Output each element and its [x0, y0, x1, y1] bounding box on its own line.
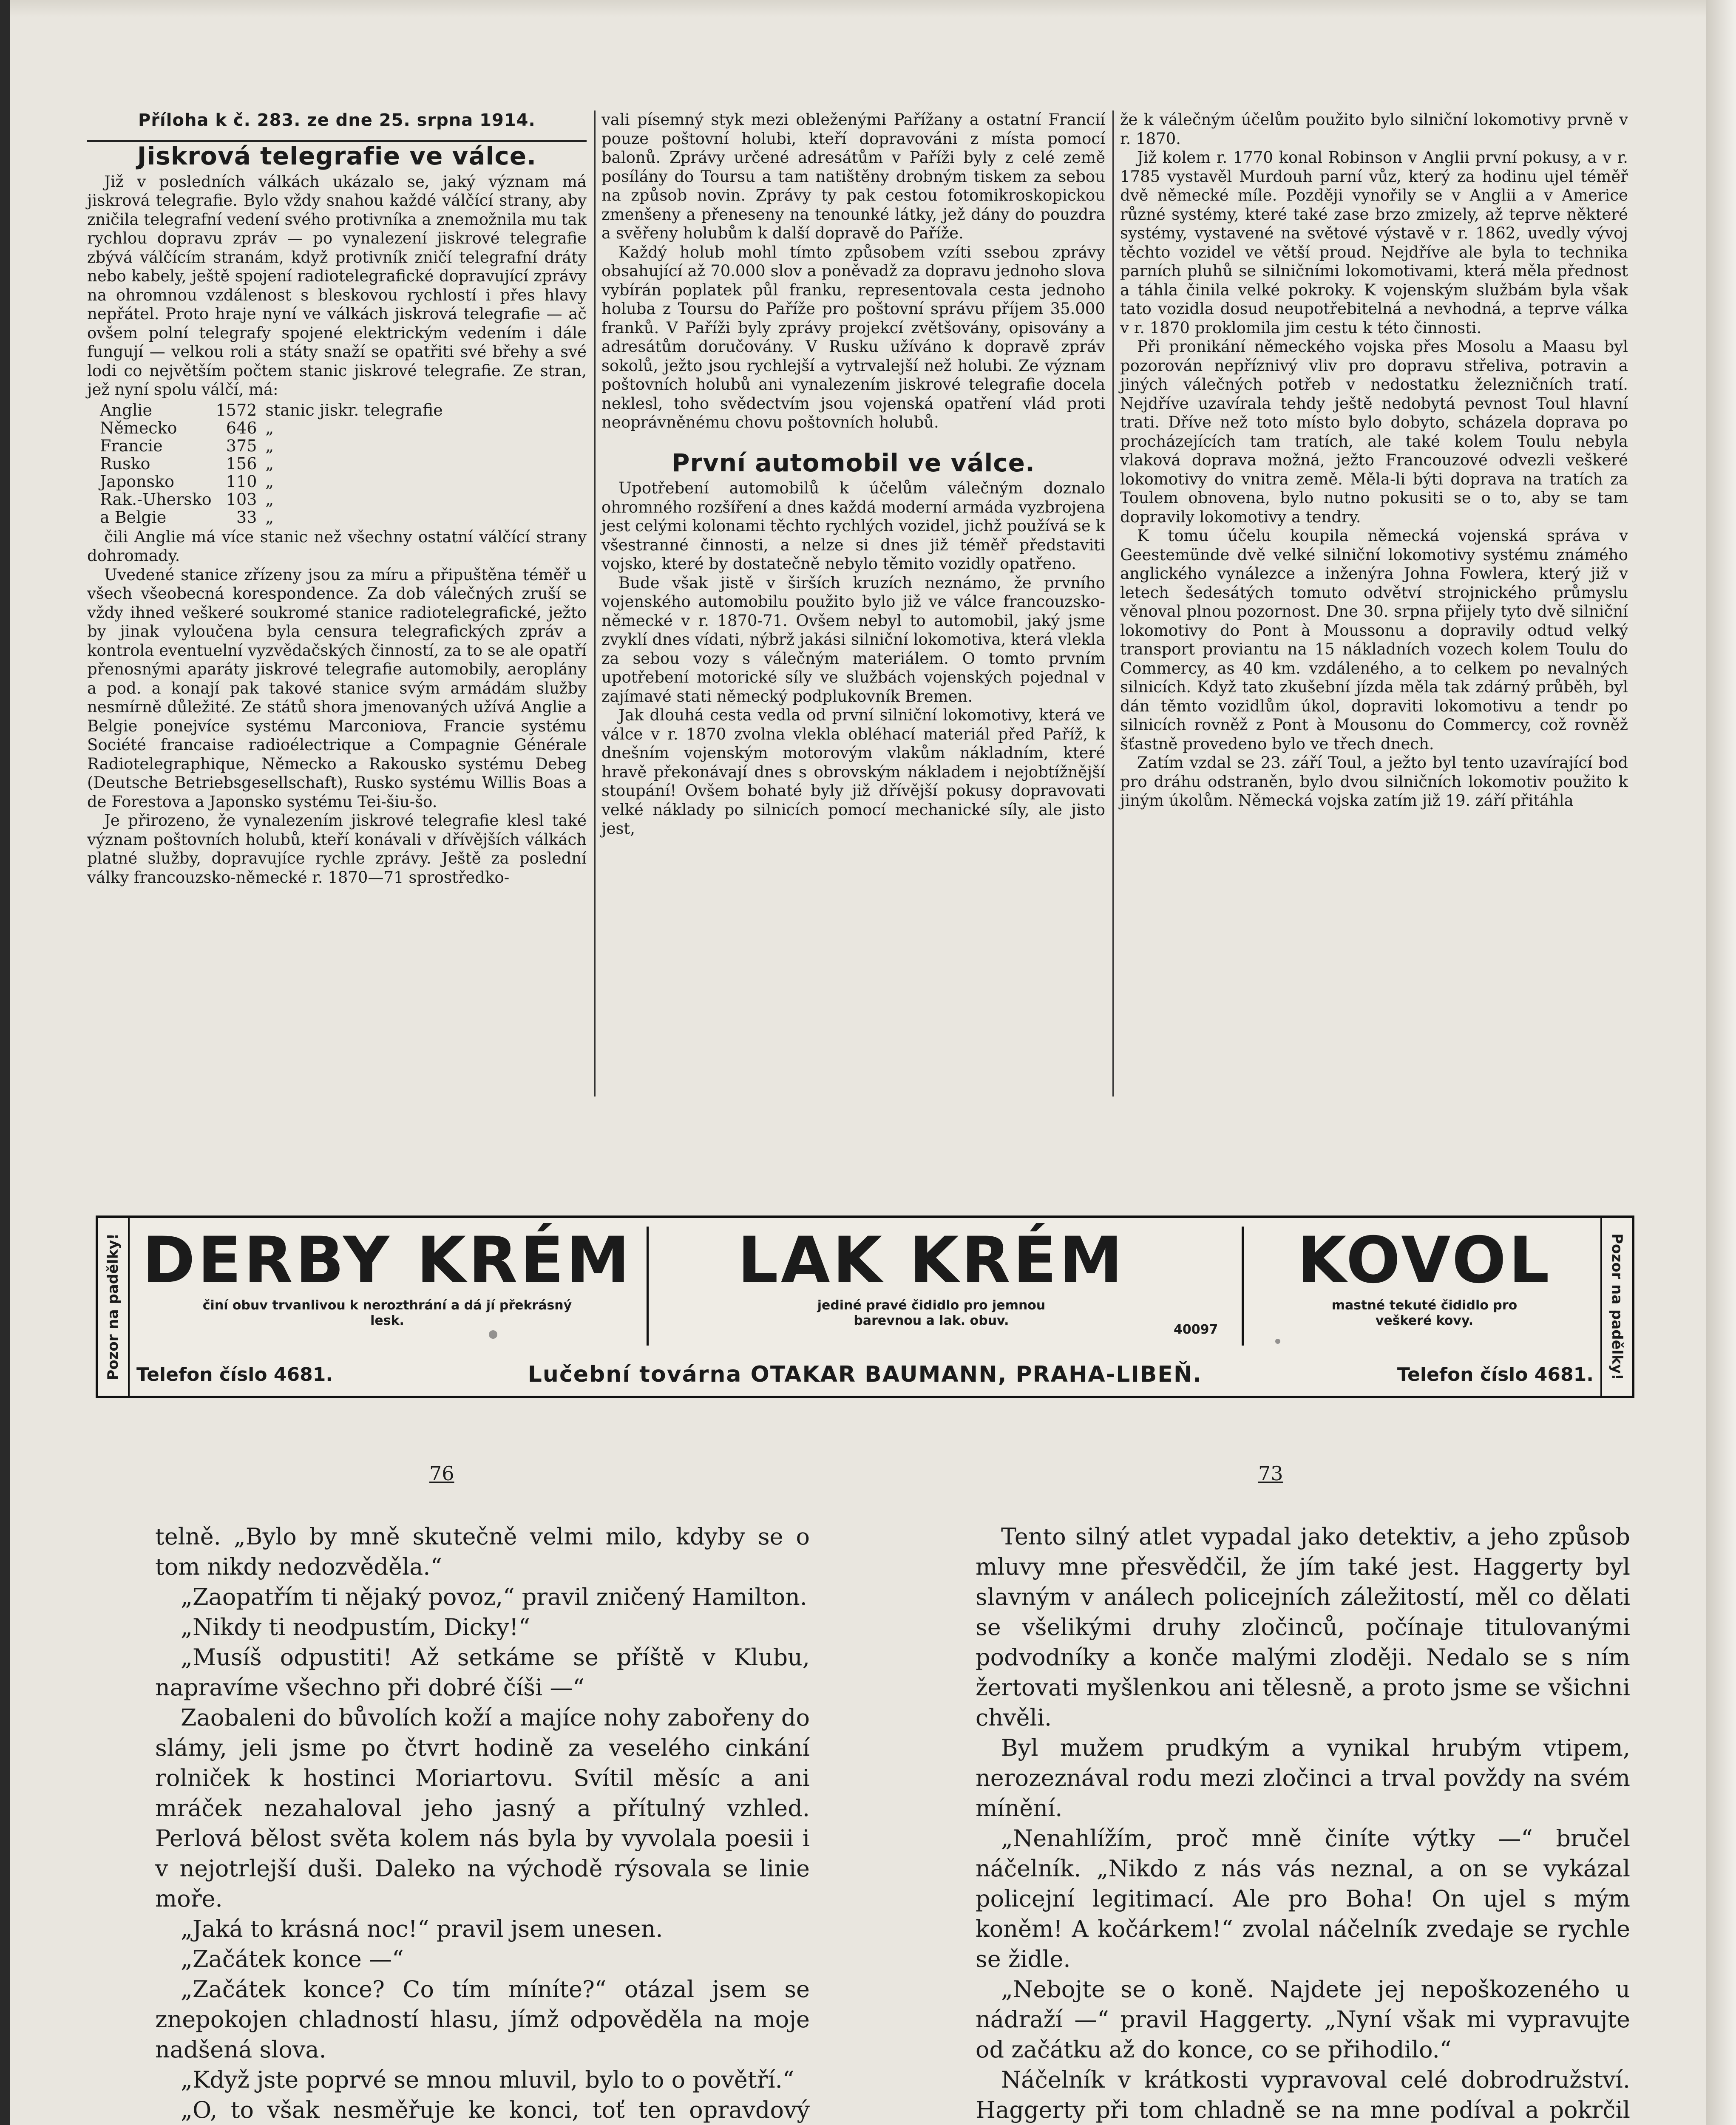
table-row — [100, 490, 447, 508]
book-paragraph: „Nebojte se o koně. Najdete jej nepoškozeného u nádraží —“ pravil Haggerty. „Nyní však mi vypravujte od začátku až do konce, co se přihodilo.“ — [976, 1976, 1630, 2063]
country-cell: a Belgie — [100, 507, 167, 527]
ad-sidebar-right — [1600, 1218, 1632, 1396]
advertisement-box — [96, 1216, 1634, 1398]
ad-brand-derby: DERBY KRÉM — [142, 1224, 633, 1298]
book-paragraph: „Musíš odpustiti! Až setkáme se příště v Klubu, napravíme všechno při dobré číši —“ — [155, 1644, 810, 1701]
ditto-mark: „ — [265, 436, 274, 455]
ink-spot — [1275, 1339, 1280, 1344]
ad-brand-lak: LAK KRÉM — [738, 1224, 1125, 1298]
country-cell: Německo — [100, 418, 177, 437]
table-row — [100, 401, 447, 419]
country-cell: Japonsko — [100, 472, 174, 491]
book-paragraph: „O, to však nesměřuje ke konci, toť ten opravdový — [181, 2097, 810, 2123]
count-cell: 646 — [226, 418, 257, 437]
ad-brand-kovol: KOVOL — [1297, 1224, 1552, 1298]
table-row — [100, 473, 447, 490]
table-row — [100, 508, 447, 526]
column-2 — [601, 110, 1105, 839]
stations-table — [100, 401, 447, 526]
article-title-automobile: První automobil ve válce. — [672, 448, 1035, 477]
ad-footer — [136, 1362, 1594, 1387]
article-paragraph: Jak dlouhá cesta vedla od první silniční lokomotivy, která ve válce v r. 1870 zvolna vlekla obléhací materiál před Paříž, k dnešním vojenským motorovým vlakům nákladním, které hravě překonávají dnes s obrovským nákladem i nejobtížnější stoupání! Ovšem bohaté byly již dřívější pokusy dopravovati velké náklady po silnicích pomocí mechanické síly, ale jisto jest, — [601, 706, 1105, 838]
country-cell: Francie — [100, 436, 163, 455]
book-paragraph: Zaobaleni do bůvolích koží a majíce nohy zabořeny do slámy, jeli jsme po čtvrt hodině za veselého cinkání rolniček k hostinci Moriartovu. Svítil měsíc a ani mráček nezahaloval jeho jasný a přítulný vzhled. Perlová bělost světa kolem nás byla by vyvolala poesii i v nejotrlejší duši. Daleko na východě rýsovala se linie moře. — [155, 1704, 810, 1912]
table-row — [100, 419, 447, 437]
ditto-mark: „ — [265, 454, 274, 473]
supplement-header: Příloha k č. 283. ze dne 25. srpna 1914. — [138, 110, 536, 130]
article-paragraph: Již v posledních válkách ukázalo se, jaký význam má jiskrová telegrafie. Bylo vždy snahou každé válčící strany, aby zničila telegrafní vedení svého protivníka a znemožnila mu tak rychlou dopravu zpráv — po vynalezení jiskrové telegrafie zbývá válčícím stranám, když protivník zničí telegrafní dráty nebo kabely, ještě spojení radiotelegrafické dopravující zprávy na ohromnou vzdálenost s bleskovou rychlostí i přes hlavy nepřátel. Proto hraje nyní ve válkách jiskrová telegrafie — ač ovšem polní telegrafy spojené elektrickým vedením i dále fungují — velkou roli a státy snaží se opatřiti své břehy a své lodi co největším počtem stanic jiskrové telegrafie. Ze stran, jež nyní spolu válčí, má: — [87, 172, 587, 399]
page-top-shade — [10, 0, 1706, 17]
count-cell: 1572 — [216, 400, 257, 419]
count-cell: 375 — [226, 436, 257, 455]
ad-warning-text: Pozor na padělky! — [1608, 1233, 1625, 1380]
article-paragraph: Je přirozeno, že vynalezením jiskrové telegrafie klesl také význam poštovních holubů, kteří konávali v dřívějších válkách platné služby, dopravujíce rychle zprávy. Ještě za poslední války francouzsko-německé r. 1870—71 sprostředko- — [87, 811, 587, 887]
table-row — [100, 455, 447, 473]
page-edge-right — [1706, 0, 1736, 2125]
book-left-page — [155, 1522, 810, 2125]
article-paragraph: Upotřebení automobilů k účelům válečným doznalo ohromného rozšíření a dnes každá moderní armáda vyzbrojena jest celými kolonami těchto rychlých vozidel, jichž používá se k všestranné činnosti, a nelze si dnes již téměř představiti vojsko, které by dostatečně nebylo těmito vozidly opatřeno. — [601, 479, 1105, 573]
page-number-right: 73 — [1258, 1462, 1283, 1485]
ad-panel-lak — [655, 1224, 1208, 1350]
article-paragraph: Při pronikání německého vojska přes Mosolu a Maasu byl pozorován nepříznivý vliv pro dopravu střeliva, potravin a jiných válečných potřeb v nedostatku železničních tratí. Nejdříve uzavírala tehdy ještě nedobytá pevnost Toul hlavní trati. Dříve než toto místo bylo dobyto, scházela doprava po procházejících tam tratích, ale také kolem Toulu nebyla vlaková doprava možná, ježto Francouzové odvezli veškeré lokomotivy do vnitra země. Měla-li býti doprava na tratích za Toulem obnovena, bylo nutno pokusiti se o to, aby se tam dopravily lokomotivy a tendry. — [1120, 337, 1628, 526]
article-paragraph: K tomu účelu koupila německá vojenská správa v Geestemünde dvě velké silniční lokomotivy systému známého anglického vynálezce a inženýra Johna Fowlera, který již v letech šedesátých tomuto odvětví strojnického průmyslu věnoval plnou pozornost. Dne 30. srpna přijely tyto dvě silniční lokomotivy do Pont à Moussonu a dopravily odtud velký transport proviantu na 15 nákladních vozech kolem Toulu do Commercy, as 40 km. vzdáleného, a to celkem po nevalných silnicích. Když tato zkušební jízda měla tak zdárný průběh, byl dán těmto vozidlům úkol, dopraviti lokomotivu a tendr po silnicích rovněž z Pont à Mousonu do Commercy, což rovněž šťastně provedeno bylo ve třech dnech. — [1120, 527, 1628, 753]
ditto-mark: „ — [265, 507, 274, 527]
count-cell: 103 — [226, 490, 257, 509]
book-paragraph: Tento silný atlet vypadal jako detektiv, a jeho způsob mluvy mne přesvědčil, že jím také jest. Haggerty byl slavným v análech policejních záležitostí, měl co dělati se všelikými druhy zločinců, počínaje titulovanými podvodníky a konče malými zloději. Nedalo se s ním žertovati myšlenkou ani tělesně, a proto jsme se všichni chvěli. — [976, 1523, 1630, 1731]
article-paragraph: že k válečným účelům použito bylo silniční lokomotivy prvně v r. 1870. — [1120, 110, 1628, 148]
article-paragraph: Uvedené stanice zřízeny jsou za míru a připuštěna téměř u všech všeobecná korespondence. Za dob válečných zruší se vždy ihned veškeré soukromé stanice radiotelegrafické, ježto by jinak vyloučena byla censura telegrafických zpráv a kontrola eventuelní vyzvědačských činností, za to se ale opatří přenosnými aparáty jiskrové telegrafie automobily, aeroplány a pod. a konají pak takové stanice svým armádám služby nesmírně důležité. Ze států shora jmenovaných užívá Anglie a Belgie ponejvíce systému Marconiova, Francie systému Société francaise radioélectrique a Compagnie Générale Radiotelegraphique, Německo a Rakousko systému Debeg (Deutsche Betriebsgesellschaft), Rusko systému Willis Boas a de Forestova a Japonsko systému Tei-šiu-šo. — [87, 565, 587, 811]
book-paragraph: „Začátek konce? Co tím míníte?“ otázal jsem se znepokojen chladností hlasu, jímž odpověděla na moje nadšená slova. — [155, 1976, 810, 2063]
ad-phone: Telefon číslo 4681. — [136, 1363, 333, 1386]
ditto-mark: „ — [265, 490, 274, 509]
ad-brand-description: mastné tekuté čididlo pro veškeré kovy. — [1331, 1298, 1518, 1328]
country-cell: Anglie — [100, 400, 153, 419]
ad-brand-description: činí obuv trvanlivou k nerozthrání a dá jí překrásný lesk. — [202, 1298, 572, 1328]
book-paragraph: Byl mužem prudkým a vynikal hrubým vtipem, nerozeznával rodu mezi zločinci a trval povždy na svém mínění. — [976, 1734, 1630, 1822]
ad-divider — [647, 1227, 649, 1346]
count-cell: 33 — [236, 507, 257, 527]
article-paragraph: vali písemný styk mezi obleženými Pařížany a ostatní Francií pouze poštovní holubi, kteří dopravováni z místa pomocí balonů. Zprávy určené adresátům v Paříži byly z celé země posílány do Toursu a tam natištěny drobným tiskem za sebou na způsob novin. Zprávy ty pak cestou fotomikroskopickou zmenšeny a přeneseny na tenounké látky, jež dány do pouzdra a svěřeny holubům k další dopravě do Paříže. — [601, 110, 1105, 242]
ad-sidebar-left — [98, 1218, 130, 1396]
book-paragraph: „Nenahlížím, proč mně činíte výtky —“ bručel náčelník. „Nikdo z nás vás neznal, a on se vykázal policejní legitimací. Ale pro Boha! On ujel s mým koněm! A kočárkem!“ zvolal náčelník zvedaje se rychle se židle. — [976, 1825, 1630, 1972]
stats-header: stanic jiskr. telegrafie — [265, 400, 443, 419]
ad-phone: Telefon číslo 4681. — [1397, 1363, 1594, 1386]
book-paragraph: Náčelník v krátkosti vypravoval celé dobrodružství. Haggerty při tom chladně se na mne podíval a pokrčil — [976, 2066, 1630, 2123]
article-paragraph: Bude však jistě v širších kruzích neznámo, že prvního vojenského automobilu použito bylo již ve válce francouzsko-německé v r. 1870-71. Ovšem nebyl to automobil, jaký jsme zvyklí dnes vídati, nýbrž jakási silniční lokomotiva, která vlekla za sebou vozy s válečným materiálem. O tomto prvním upotřebení motorické síly ve službách vojenských pojednal v zajímavé stati německý podplukovník Bremen. — [601, 573, 1105, 706]
country-cell: Rak.-Uhersko — [100, 490, 212, 509]
article-paragraph: Každý holub mohl tímto způsobem vzíti ssebou zprávy obsahující až 70.000 slov a poněvadž za dopravu jednoho slova vybírán poplatek půl franku, representovala cesta jednoho holuba z Toursu do Paříže pro poštovní správu příjem 35.000 franků. V Paříži byly zprávy projekcí zvětšovány, opisovány a adresátům doručovány. V Rusku užíváno k dopravě zpráv sokolů, ježto jsou rychlejší a vytrvalejší než holubi. Ze význam poštovních holubů ani vynalezením jiskrové telegrafie docela neklesl, toho svědectvím jsou vojenská opatření vlád proti neoprávněnému chovu poštovních holubů. — [601, 243, 1105, 431]
article-paragraph: Již kolem r. 1770 konal Robinson v Anglii první pokusy, a v r. 1785 vystavěl Murdouh parní vůz, který za hodinu ujel téměř dvě německé míle. Později vynořily se v Anglii a v Americe různé systémy, které také zase brzo zmizely, až teprve některé systémy, vystavené na světové výstavě v r. 1862, uvedly vývoj těchto vozidel ve větší proud. Nejdříve ale byla to technika parních pluhů se silničními lokomotivami, která měla přednost a táhla činila velké pokroky. K vojenským službám byla však tato vozidla dosud neupotřebitelná a nevhodná, a teprve válka v r. 1870 proklomila jim cestu k této činnosti. — [1120, 148, 1628, 337]
count-cell: 156 — [226, 454, 257, 473]
column-rule — [594, 110, 596, 1096]
ad-company: Lučební továrna OTAKAR BAUMANN, PRAHA-LIBEŇ. — [528, 1362, 1203, 1387]
ink-spot — [489, 1330, 497, 1339]
book-paragraph: „Zaopatřím ti nějaký povoz,“ pravil zničený Hamilton. — [181, 1584, 807, 1610]
book-paragraph: telně. „Bylo by mně skutečně velmi milo, kdyby se o tom nikdy nedozvěděla.“ — [155, 1523, 810, 1580]
ditto-mark: „ — [265, 472, 274, 491]
book-paragraph: „Nikdy ti neodpustím, Dicky!“ — [181, 1614, 530, 1640]
page-edge-left — [0, 0, 10, 2125]
ad-brand-description: jediné pravé čididlo pro jemnou barevnou a lak. obuv. — [817, 1298, 1046, 1328]
book-right-page — [976, 1522, 1630, 2125]
page-number-left: 76 — [429, 1462, 454, 1485]
column-rule — [1112, 110, 1114, 1096]
ad-divider — [1242, 1227, 1244, 1346]
column-3 — [1120, 110, 1628, 810]
article-paragraph: čili Anglie má více stanic než všechny ostatní válčící strany dohromady. — [87, 527, 587, 565]
column-1 — [87, 134, 587, 887]
table-row — [100, 437, 447, 455]
book-paragraph: „Jaká to krásná noc!“ pravil jsem unesen. — [181, 1915, 663, 1942]
country-cell: Rusko — [100, 454, 150, 473]
ad-code: 40097 — [1174, 1322, 1218, 1337]
article-paragraph: Zatím vzdal se 23. září Toul, a ježto byl tento uzavírající bod pro dráhu odstraněn, bylo dvou silničních lokomotiv použito k jiným úkolům. Německá vojska zatím již 19. září přitáhla — [1120, 754, 1628, 810]
newspaper-supplement — [87, 102, 1634, 1387]
ad-panel-derby — [136, 1224, 638, 1350]
book-paragraph: „Začátek konce —“ — [181, 1946, 404, 1972]
ad-panel-kovol — [1250, 1224, 1599, 1350]
article-title-telegraphy: Jiskrová telegrafie ve válce. — [137, 142, 537, 170]
count-cell: 110 — [226, 472, 257, 491]
book-paragraph: „Když jste poprvé se mnou mluvil, bylo to o povětří.“ — [181, 2066, 794, 2093]
ditto-mark: „ — [265, 418, 274, 437]
ad-warning-text: Pozor na padělky! — [105, 1233, 122, 1380]
